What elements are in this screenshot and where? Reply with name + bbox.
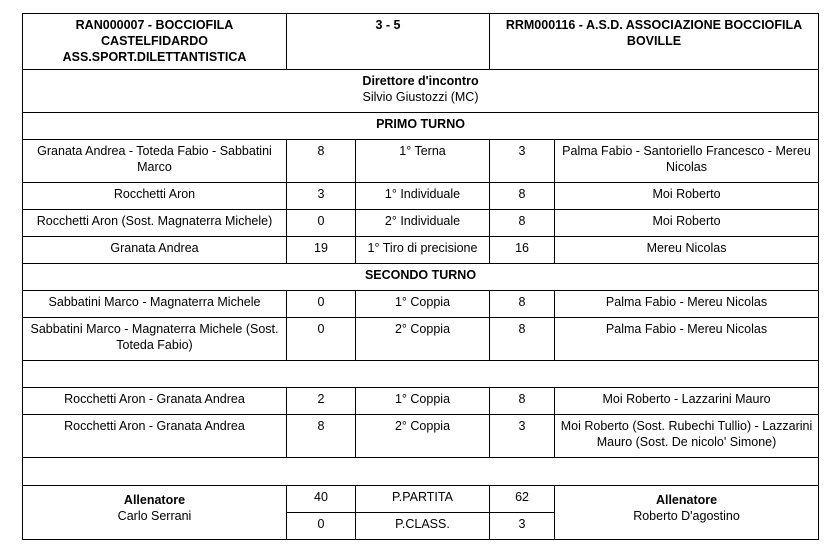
match-points-label: P.PARTITA — [356, 486, 490, 513]
away-players: Moi Roberto — [555, 183, 819, 210]
match-row — [23, 183, 819, 210]
away-coach-label: Allenatore — [655, 493, 718, 507]
event-name: 1° Coppia — [356, 388, 490, 415]
home-players: Rocchetti Aron - Granata Andrea — [23, 415, 287, 458]
director-row — [23, 70, 819, 113]
match-row — [23, 291, 819, 318]
home-score: 0 — [287, 318, 356, 361]
home-players: Granata Andrea — [23, 237, 287, 264]
home-score: 2 — [287, 388, 356, 415]
section-header-row — [23, 113, 819, 140]
director-label: Direttore d'incontro — [362, 74, 479, 88]
event-name: 1° Terna — [356, 140, 490, 183]
second-round-title: SECONDO TURNO — [23, 264, 819, 291]
away-score: 8 — [490, 388, 555, 415]
event-name: 2° Coppia — [356, 415, 490, 458]
blank-row — [23, 361, 819, 388]
match-report-table — [22, 13, 819, 540]
match-row — [23, 415, 819, 458]
blank-row — [23, 458, 819, 486]
away-score: 16 — [490, 237, 555, 264]
first-round-title: PRIMO TURNO — [23, 113, 819, 140]
away-team-name: RRM000116 - A.S.D. ASSOCIAZIONE BOCCIOFILA BOVILLE — [490, 14, 819, 70]
match-row — [23, 210, 819, 237]
match-row — [23, 318, 819, 361]
away-players: Palma Fabio - Mereu Nicolas — [555, 318, 819, 361]
event-name: 1° Coppia — [356, 291, 490, 318]
director-name: Silvio Giustozzi (MC) — [362, 90, 479, 104]
home-score: 0 — [287, 210, 356, 237]
header-row — [23, 14, 819, 70]
match-row — [23, 237, 819, 264]
away-players: Moi Roberto (Sost. Rubechi Tullio) - Lazzarini Mauro (Sost. De nicolo' Simone) — [555, 415, 819, 458]
event-name: 2° Coppia — [356, 318, 490, 361]
event-name: 1° Individuale — [356, 183, 490, 210]
totals-row — [23, 486, 819, 513]
away-match-points: 62 — [490, 486, 555, 513]
home-score: 8 — [287, 140, 356, 183]
event-name: 1° Tiro di precisione — [356, 237, 490, 264]
director-cell — [23, 70, 819, 113]
section-header-row — [23, 264, 819, 291]
away-coach-name: Roberto D'agostino — [633, 509, 740, 523]
home-players: Rocchetti Aron (Sost. Magnaterra Michele) — [23, 210, 287, 237]
home-players: Rocchetti Aron — [23, 183, 287, 210]
blank-cell — [23, 458, 819, 486]
away-players: Moi Roberto — [555, 210, 819, 237]
away-score: 8 — [490, 210, 555, 237]
away-score: 8 — [490, 318, 555, 361]
home-team-name: RAN000007 - BOCCIOFILA CASTELFIDARDO ASS.SPORT.DILETTANTISTICA — [23, 14, 287, 70]
home-players: Granata Andrea - Toteda Fabio - Sabbatini Marco — [23, 140, 287, 183]
away-players: Palma Fabio - Santoriello Francesco - Mereu Nicolas — [555, 140, 819, 183]
away-players: Palma Fabio - Mereu Nicolas — [555, 291, 819, 318]
home-coach-label: Allenatore — [123, 493, 186, 507]
home-class-points: 0 — [287, 513, 356, 540]
away-score: 3 — [490, 140, 555, 183]
away-score: 8 — [490, 183, 555, 210]
home-score: 19 — [287, 237, 356, 264]
home-score: 3 — [287, 183, 356, 210]
away-players: Moi Roberto - Lazzarini Mauro — [555, 388, 819, 415]
home-coach-cell — [23, 486, 287, 540]
home-players: Rocchetti Aron - Granata Andrea — [23, 388, 287, 415]
home-score: 0 — [287, 291, 356, 318]
event-name: 2° Individuale — [356, 210, 490, 237]
match-row — [23, 388, 819, 415]
home-players: Sabbatini Marco - Magnaterra Michele (Sost. Toteda Fabio) — [23, 318, 287, 361]
match-score: 3 - 5 — [287, 14, 490, 70]
home-players: Sabbatini Marco - Magnaterra Michele — [23, 291, 287, 318]
home-match-points: 40 — [287, 486, 356, 513]
away-coach-cell — [555, 486, 819, 540]
away-class-points: 3 — [490, 513, 555, 540]
away-score: 3 — [490, 415, 555, 458]
away-score: 8 — [490, 291, 555, 318]
match-row — [23, 140, 819, 183]
home-coach-name: Carlo Serrani — [117, 509, 192, 523]
home-score: 8 — [287, 415, 356, 458]
blank-cell — [23, 361, 819, 388]
class-points-label: P.CLASS. — [356, 513, 490, 540]
away-players: Mereu Nicolas — [555, 237, 819, 264]
